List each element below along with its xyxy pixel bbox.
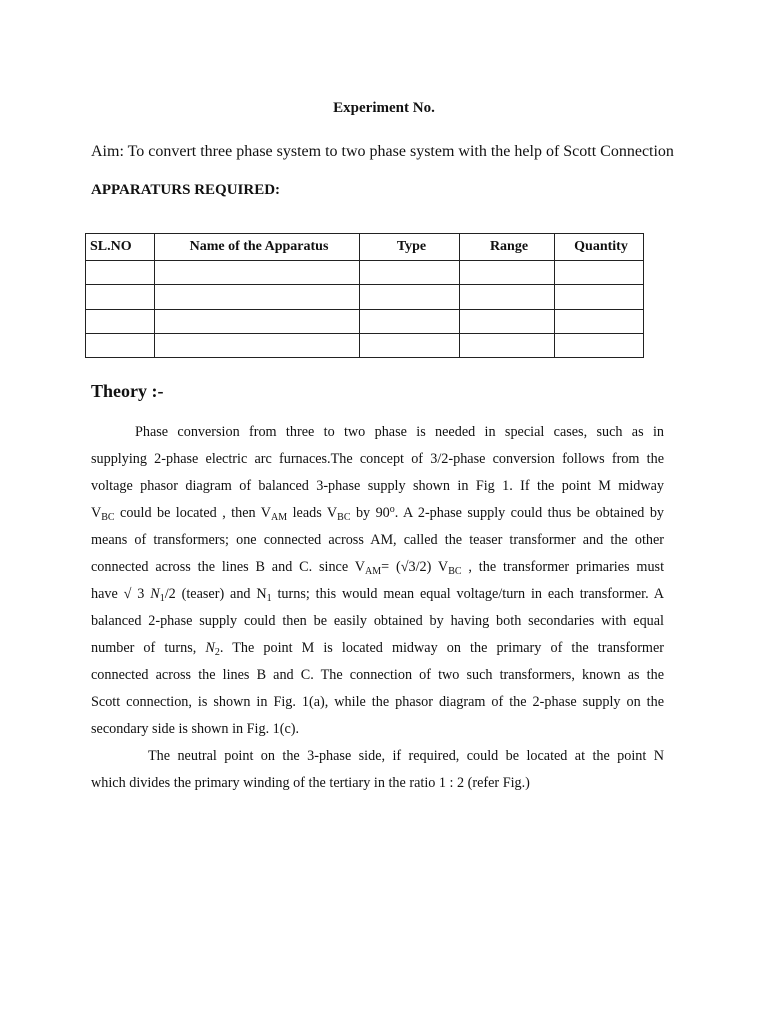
theory-heading: Theory :- [91, 381, 164, 401]
theory-text: number of turns, [91, 640, 206, 656]
table-cell [86, 309, 155, 333]
table-cell [86, 261, 155, 285]
table-cell [460, 261, 555, 285]
table-cell [155, 309, 360, 333]
table-cell [360, 285, 460, 309]
table-cell [155, 261, 360, 285]
experiment-title: Experiment No. [333, 100, 435, 116]
theory-text: connected across the lines B and C. since V [91, 559, 365, 575]
theory-line: balanced 2-phase supply could then be easily obtained by having both secondaries with equal [91, 613, 664, 629]
table-cell [360, 333, 460, 357]
table-cell [155, 333, 360, 357]
theory-text: . The point M is located midway on the primary of the transformer [219, 640, 664, 656]
column-header-sl-no: SL.NO [86, 234, 155, 261]
theory-line: means of transformers; one connected across AM, called the teaser transformer and the other [91, 532, 664, 548]
table-cell [86, 285, 155, 309]
table-cell [555, 285, 644, 309]
table-cell [460, 309, 555, 333]
subscript: 1 [266, 593, 272, 604]
theory-text: turns; this would mean equal voltage/turn in each transformer. A [271, 586, 664, 602]
table-row [86, 333, 644, 357]
table-cell [360, 309, 460, 333]
table-header-row [86, 234, 644, 261]
table-cell [555, 333, 644, 357]
theory-text: V [91, 505, 102, 521]
column-header-name: Name of the Apparatus [155, 234, 360, 261]
theory-line: connected across the lines B and C. The connection of two such transformers, known as the [91, 667, 664, 683]
table-cell [555, 309, 644, 333]
table-row [86, 309, 644, 333]
theory-text: . A 2-phase supply could thus be obtained by [394, 505, 665, 521]
theory-line [91, 554, 664, 581]
aim-text: Aim: To convert three phase system to two phase system with the help of Scott Connection [91, 143, 674, 160]
theory-line: The neutral point on the 3-phase side, if required, could be located at the point N [148, 748, 664, 764]
theory-text: /2 (teaser) and N [164, 586, 267, 602]
table-cell [555, 261, 644, 285]
theory-body [91, 419, 664, 797]
column-header-range: Range [460, 234, 555, 261]
theory-line [91, 581, 664, 608]
theory-line: Scott connection, is shown in Fig. 1(a), while the phasor diagram of the 2-phase supply on the [91, 694, 664, 710]
subscript: AM [271, 512, 288, 523]
column-header-type: Type [360, 234, 460, 261]
table-cell [460, 333, 555, 357]
apparatus-heading: APPARATURS REQUIRED: [91, 182, 281, 198]
theory-italic: N [205, 640, 215, 656]
theory-text: = (√3/2) V [381, 559, 449, 575]
theory-line: which divides the primary winding of the tertiary in the ratio 1 : 2 (refer Fig.) [91, 775, 530, 791]
table-cell [460, 285, 555, 309]
superscript: o [389, 504, 395, 515]
subscript: 1 [159, 593, 165, 604]
subscript: BC [337, 512, 351, 523]
subscript: BC [448, 566, 462, 577]
table-row [86, 261, 644, 285]
theory-line [91, 635, 664, 662]
apparatus-table [85, 233, 644, 358]
theory-text: by 90 [350, 505, 390, 521]
theory-italic: N [150, 586, 160, 602]
column-header-quantity: Quantity [555, 234, 644, 261]
table-row [86, 285, 644, 309]
theory-line [91, 500, 664, 527]
theory-text: could be located , then V [114, 505, 272, 521]
table-cell [155, 285, 360, 309]
theory-text: have √ 3 [91, 586, 151, 602]
theory-line: secondary side is shown in Fig. 1(c). [91, 721, 300, 737]
table-cell [360, 261, 460, 285]
theory-text: leads V [287, 505, 338, 521]
subscript: 2 [214, 647, 220, 658]
theory-line: voltage phasor diagram of balanced 3-phase supply shown in Fig 1. If the point M midway [91, 478, 664, 494]
theory-text: , the transformer primaries must [461, 559, 665, 575]
table-cell [86, 333, 155, 357]
theory-line: supplying 2-phase electric arc furnaces.The concept of 3/2-phase conversion follows from the [91, 451, 664, 467]
subscript: AM [365, 566, 382, 577]
theory-line: Phase conversion from three to two phase is needed in special cases, such as in [135, 424, 664, 440]
subscript: BC [101, 512, 115, 523]
